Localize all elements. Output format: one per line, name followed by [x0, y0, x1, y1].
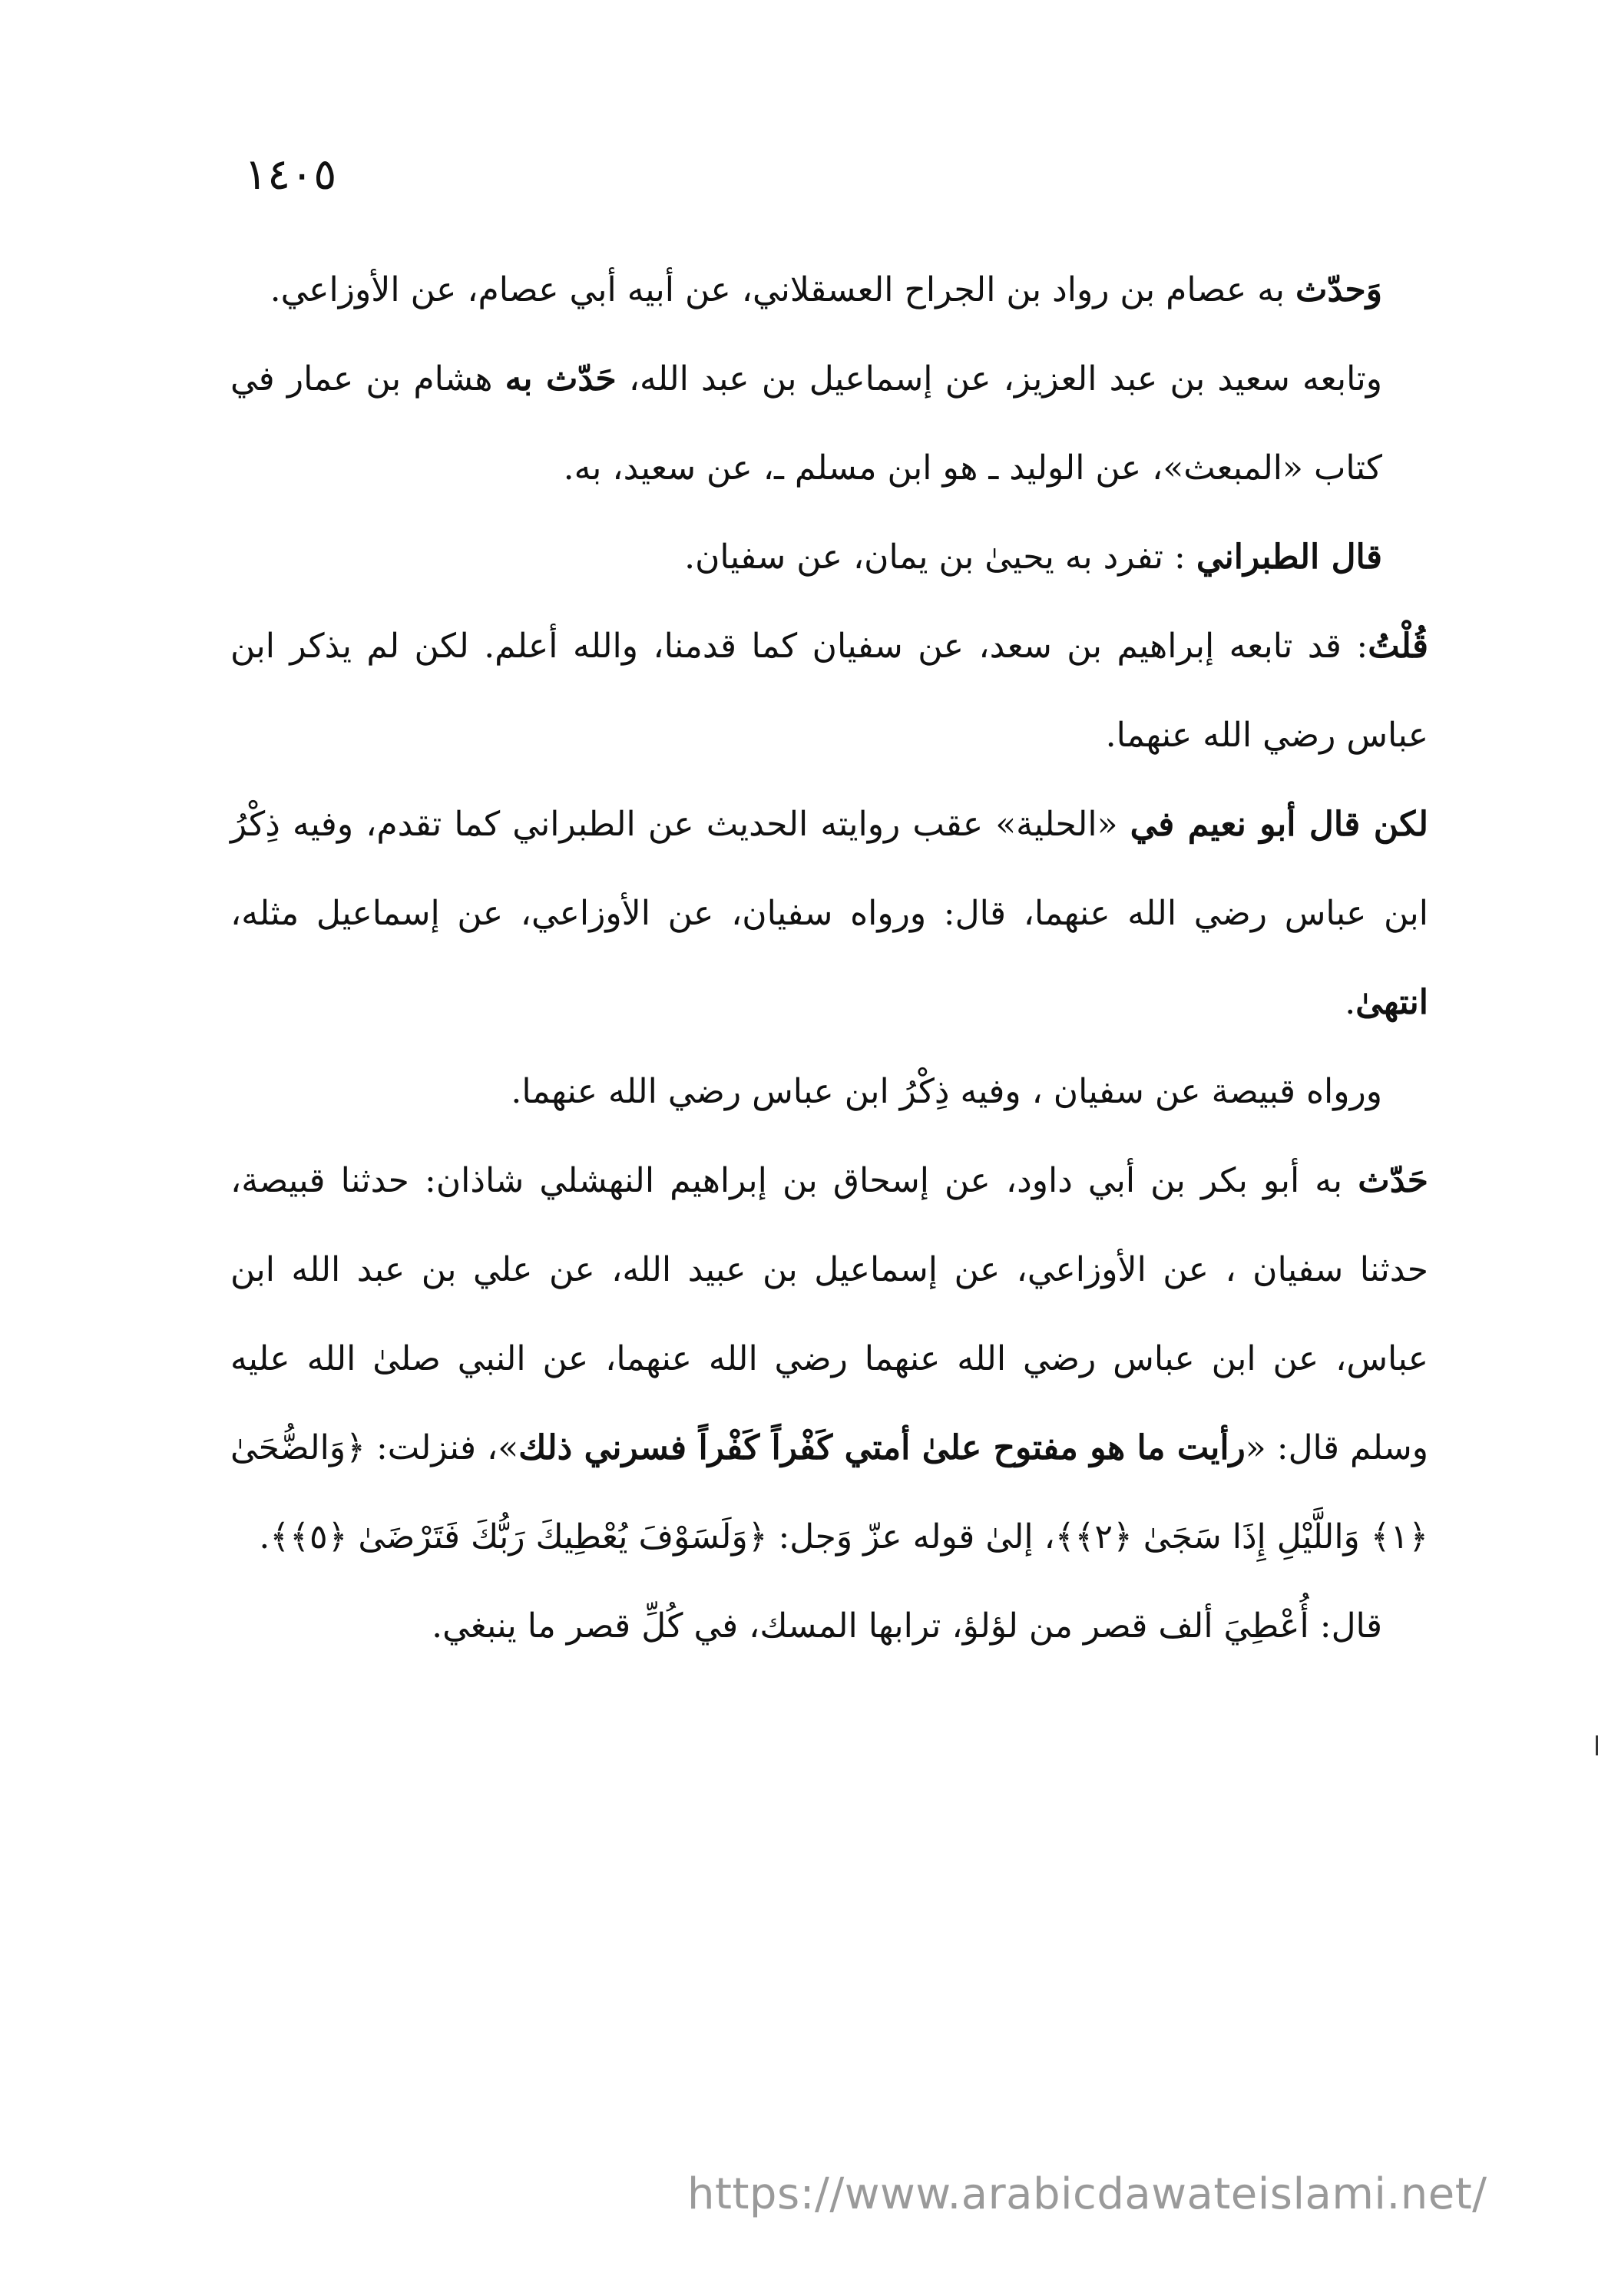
bold-text: قُلْتُ — [1368, 627, 1428, 666]
paragraph — [230, 602, 1428, 780]
text-run: وَلَسَوْفَ يُعْطِيكَ رَبُّكَ فَتَرْضَىٰ ﴿٥﴾ — [290, 1517, 748, 1557]
paragraph — [230, 1136, 1428, 1582]
paragraph — [230, 1047, 1428, 1136]
bold-text: رأيت ما هو مفتوح علىٰ أمتي كَفْراً كَفْراً فسرني ذلك — [518, 1428, 1246, 1467]
body-text — [230, 246, 1428, 1671]
text-run: وَالضُّحَىٰ ﴿١﴾ وَاللَّيْلِ إِذَا سَجَىٰ ﴿٢﴾ — [230, 1428, 1428, 1557]
paragraph — [230, 513, 1428, 602]
text-run: . — [259, 1517, 270, 1557]
quran-ornament: ﴿ — [346, 1428, 366, 1467]
text-run: ورواه قبيصة عن سفيان ، وفيه ذِكْرُ ابن عباس رضي الله عنهما. — [511, 1072, 1382, 1111]
bold-text: وَحدّث — [1295, 270, 1382, 309]
quran-ornament: ﴿ — [747, 1517, 768, 1557]
paragraph — [230, 780, 1428, 1047]
paragraph — [230, 246, 1428, 335]
bold-text: قال الطبراني — [1196, 538, 1382, 577]
text-run: وتابعه سعيد بن عبد العزيز، عن إسماعيل بن عبد الله، — [616, 359, 1382, 399]
quran-ornament: ﴾ — [270, 1517, 290, 1557]
quran-ornament: ﴾ — [1054, 1517, 1075, 1557]
paragraph — [230, 335, 1428, 513]
text-run: «الحلية» عقب روايته الحديث عن الطبراني كما تقدم، وفيه ذِكْرُ ابن عباس رضي الله عنهما، قال: ورواه سفيان، عن الأوزاعي، عن إسماعيل مثله، — [230, 805, 1428, 933]
bold-text: حَدّث — [1358, 1161, 1428, 1200]
bold-text: لكن قال أبو نعيم في — [1130, 805, 1428, 844]
text-run: : قد تابعه إبراهيم بن سعد، عن سفيان كما قدمنا، والله أعلم. لكن لم يذكر ابن عباس رضي الله عنهما. — [230, 627, 1428, 755]
bold-text: انتهىٰ — [1355, 983, 1428, 1022]
text-run: به عصام بن رواد بن الجراح العسقلاني، عن أبيه أبي عصام، عن الأوزاعي. — [270, 270, 1296, 309]
text-run: : تفرد به يحيىٰ بن يمان، عن سفيان. — [684, 538, 1196, 577]
paragraph — [230, 1582, 1428, 1671]
text-run: . — [1345, 983, 1356, 1022]
watermark-url: https://www.arabicdawateislami.net/ — [687, 2169, 1487, 2219]
text-run: هشام بن عمار في كتاب «المبعث»، عن الوليد ـ هو ابن مسلم ـ، عن سعيد، به. — [230, 359, 1382, 488]
text-run: »، فنزلت: — [365, 1428, 519, 1467]
page-number: ١٤٠٥ — [244, 150, 337, 200]
bold-text: حَدّث به — [505, 359, 617, 399]
scan-edge-mark — [1596, 1735, 1598, 1755]
text-run: قال: أُعْطِيَ ألف قصر من لؤلؤ، ترابها المسك، في كُلِّ قصر ما ينبغي. — [432, 1606, 1382, 1646]
text-run: به أبو بكر بن أبي داود، عن إسحاق بن إبراهيم النهشلي شاذان: حدثنا قبيصة، حدثنا سفيان ، عن الأوزاعي، عن إسماعيل بن عبيد الله، عن علي بن عبد الله ابن عباس، عن ابن عباس رضي الله عنهما رضي الله عنهما، عن النبي صلىٰ الله عليه وسلم قال: « — [230, 1161, 1428, 1467]
text-run: ، إلىٰ قوله عزّ وَجل: — [767, 1517, 1055, 1557]
